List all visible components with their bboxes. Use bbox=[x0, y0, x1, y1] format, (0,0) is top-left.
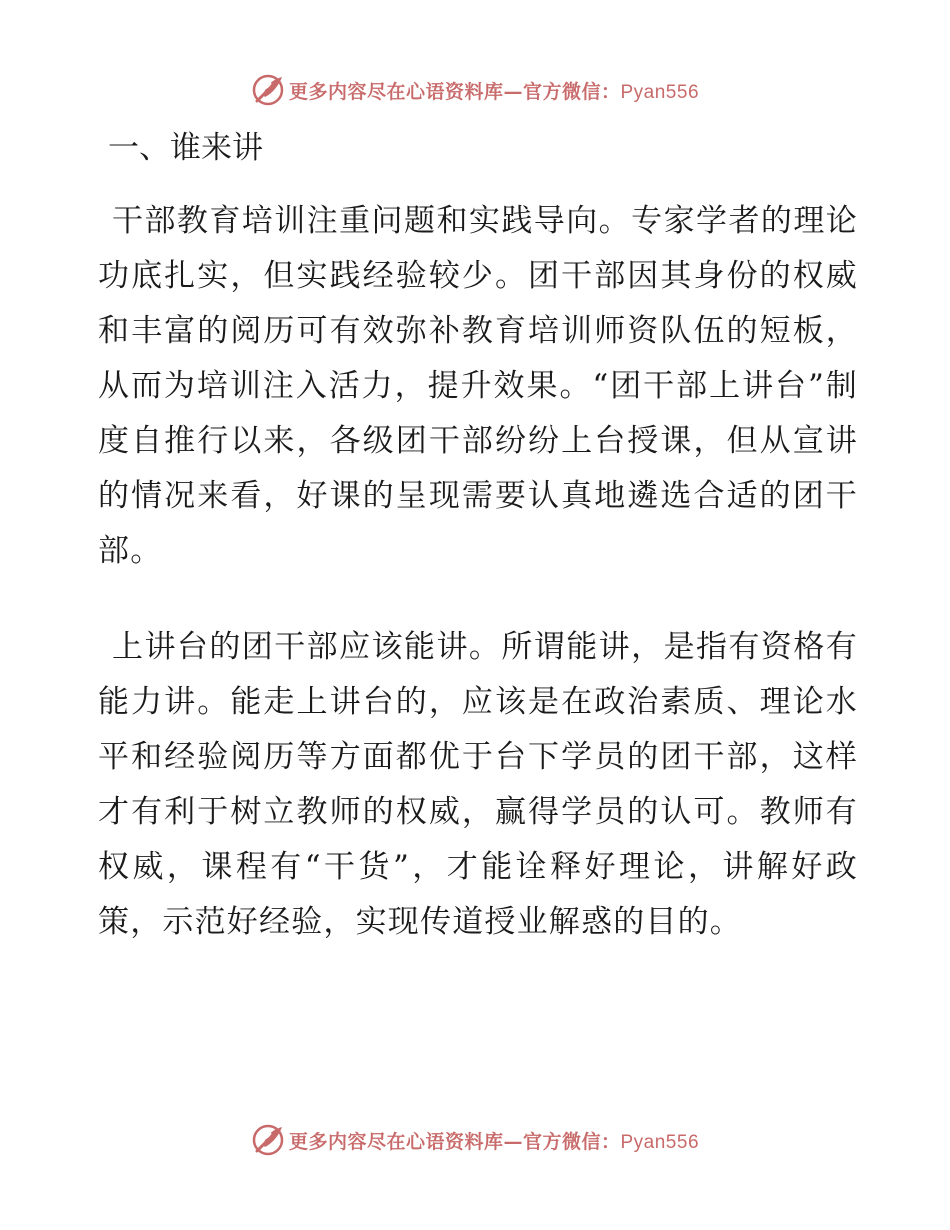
footer-watermark bbox=[0, 1120, 950, 1160]
watermark-text: 更多内容尽在心语资料库—官方微信：Pyan556 bbox=[288, 80, 700, 103]
paragraph-2: 上讲台的团干部应该能讲。所谓能讲，是指有资格有能力讲。能走上讲台的，应该是在政治素质、理论水平和经验阅历等方面都优于台下学员的团干部，这样才有利于树立教师的权威，赢得学员的认可。教师有权威，课程有“干货”，才能诠释好理论，讲解好政策，示范好经验，实现传道授业解惑的目的。 bbox=[98, 629, 858, 940]
watermark-text: 更多内容尽在心语资料库—官方微信：Pyan556 bbox=[288, 1130, 700, 1153]
header-watermark bbox=[0, 70, 950, 110]
quill-logo-icon bbox=[251, 73, 285, 107]
quill-logo-icon bbox=[251, 1123, 285, 1157]
section-heading: 一、谁来讲 bbox=[108, 130, 263, 166]
paragraph-1: 干部教育培训注重问题和实践导向。专家学者的理论功底扎实，但实践经验较少。团干部因其身份的权威和丰富的阅历可有效弥补教育培训师资队伍的短板，从而为培训注入活力，提升效果。“团干部上讲台”制度自推行以来，各级团干部纷纷上台授课，但从宣讲的情况来看，好课的呈现需要认真地遴选合适的团干部。 bbox=[98, 203, 858, 569]
